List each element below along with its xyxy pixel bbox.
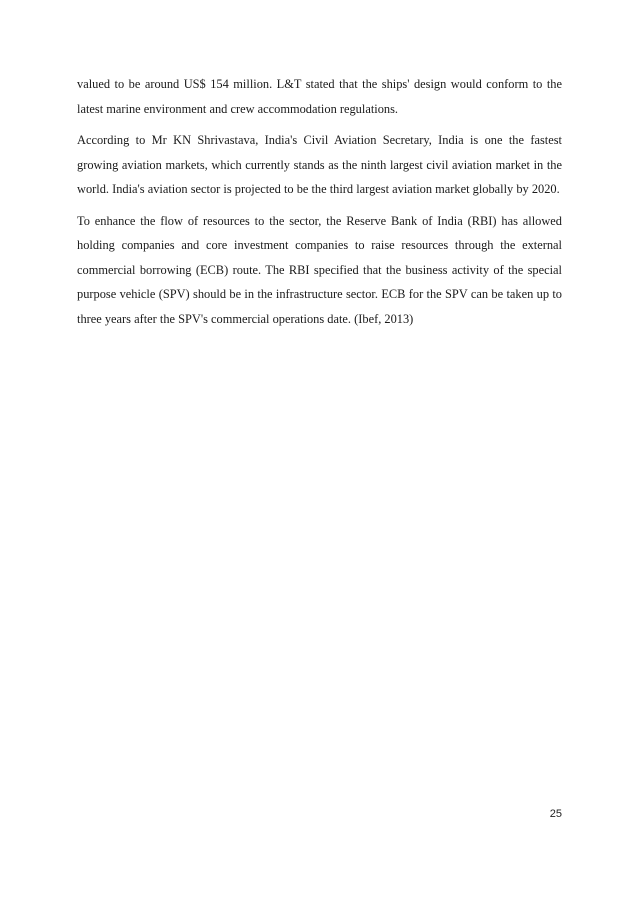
body-text xyxy=(77,72,562,338)
paragraph-aviation-market: According to Mr KN Shrivastava, India's Civil Aviation Secretary, India is one the fastest growing aviation markets, which currently stands as the ninth largest civil aviation market in the world. India's aviation sector is projected to be the third largest aviation market globally by 2020. xyxy=(77,133,562,196)
paragraph-rbi-ecb: To enhance the flow of resources to the sector, the Reserve Bank of India (RBI) has allowed holding companies and core investment companies to raise resources through the external commercial borrowing (ECB) route. The RBI specified that the business activity of the special purpose vehicle (SPV) should be in the infrastructure sector. ECB for the SPV can be taken up to three years after the SPV's commercial operations date. (Ibef, 2013) xyxy=(77,213,562,326)
paragraph-ship-valuation: valued to be around US$ 154 million. L&T stated that the ships' design would conform to the latest marine environment and crew accommodation regulations. xyxy=(77,77,562,116)
page-number: 25 xyxy=(549,808,562,820)
